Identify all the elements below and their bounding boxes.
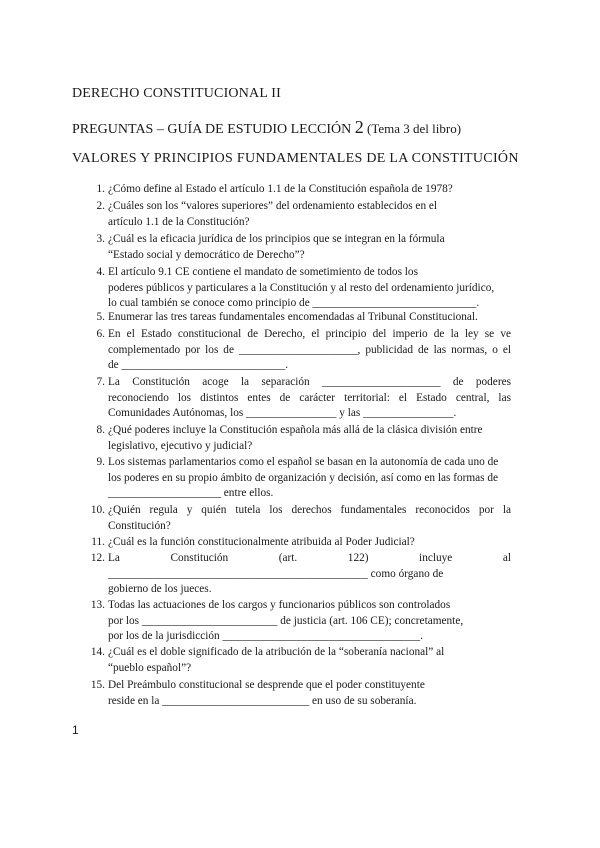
question-text [108,310,511,326]
guide-suffix: (Tema 3 del libro) [363,121,462,136]
question-text [108,678,511,709]
question-line: ¿Cuál es la eficacia jurídica de los principios que se integran en la fórmula [108,233,445,245]
question-line: reside en la __________________________ en uso de su soberanía. [108,694,417,707]
guide-prefix: PREGUNTAS – GUÍA DE ESTUDIO LECCIÓN [72,122,355,137]
question-line: ____________________ entre ellos. [108,487,274,499]
question-line: Constitución? [108,519,171,532]
question-line: “Estado social y democrático de Derecho”? [108,248,305,261]
question-line: En el Estado constitucional de Derecho, el principio del imperio de la ley se ve [108,328,511,340]
question-text [108,503,511,534]
question-line: Enumerar las tres tareas fundamentales encomendadas al Tribunal Constitucional. [108,311,478,323]
question-line: legislativo, ejecutivo y judicial? [108,439,253,452]
question-number: 4. [96,266,105,278]
page-number: 1 [72,723,79,737]
question-line: Los sistemas parlamentarios como el español se basan en la autonomía de cada uno de [108,456,499,468]
question-line: El artículo 9.1 CE contiene el mandato de sometimiento de todos los [108,266,418,278]
question-text [108,535,511,551]
question-line: complementado por los de _____________________, publicidad de las normas, o el [108,343,511,356]
question-number: 2. [96,200,105,212]
guide-heading [72,117,461,138]
question-number: 3. [96,233,105,245]
question-line: Del Preámbulo constitucional se desprende que el poder constituyente [108,679,425,691]
question-line: de _____________________________. [108,359,289,371]
question-line: poderes públicos y particulares a la Constitución y al resto del ordenamiento jurídico, [108,281,495,294]
question-text [108,375,511,422]
question-text [108,182,511,198]
question-line: ______________________________________________ como órgano de [108,567,444,580]
question-text [108,327,511,374]
question-number: 7. [96,376,105,388]
question-text [108,199,511,230]
lesson-number: 2 [354,117,364,137]
question-number: 6. [96,328,105,340]
question-text [108,423,511,454]
question-line: La Constitución acoge la separación _____________________ de poderes [108,376,511,388]
question-number: 5. [96,311,105,323]
question-line: Todas las actuaciones de los cargos y funcionarios públicos son controlados [108,599,451,611]
question-number: 8. [96,424,105,436]
question-number: 9. [96,456,105,468]
question-line: ¿Quién regula y quién tutela los derechos fundamentales reconocidos por la [108,504,511,516]
topic-heading: VALORES Y PRINCIPIOS FUNDAMENTALES DE LA CONSTITUCIÓN [72,151,519,166]
question-line: gobierno de los jueces. [108,583,212,595]
question-text [108,598,511,645]
question-line: por los de la jurisdicción ___________________________________. [108,630,424,642]
question-number: 1. [96,183,105,195]
question-line: ¿Cómo define al Estado el artículo 1.1 de la Constitución española de 1978? [108,183,453,195]
course-title: DERECHO CONSTITUCIONAL II [72,86,282,101]
question-number: 12. [90,552,105,564]
question-line: artículo 1.1 de la Constitución? [108,215,250,228]
question-line: los poderes en su propio ámbito de organización y decisión, así como en las formas de [108,471,499,484]
question-number: 15. [90,679,105,691]
question-line: lo cual también se conoce como principio de _____________________________. [108,297,480,309]
question-text [108,551,511,598]
question-line: ¿Cuál es la función constitucionalmente atribuida al Poder Judicial? [108,536,415,548]
question-number: 13. [90,599,105,611]
question-text [108,645,511,676]
question-number: 11. [91,536,105,548]
question-line: ¿Cuáles son los “valores superiores” del ordenamiento establecidos en el [108,200,438,212]
question-line: ¿Qué poderes incluye la Constitución española más allá de la clásica división entre [108,424,483,436]
question-line: por los ________________________ de justicia (art. 106 CE); concretamente, [108,614,464,627]
question-line: “pueblo español”? [108,661,192,674]
question-line: ¿Cuál es el doble significado de la atribución de la “soberanía nacional” al [108,646,445,658]
question-line: Comunidades Autónomas, los ________________ y las ________________. [108,407,457,419]
question-line: reconociendo los distintos entes de carácter territorial: el Estado central, las [108,391,511,404]
question-line: La Constitución (art. 122) incluye al [108,552,511,564]
question-number: 14. [90,646,105,658]
question-number: 10. [90,504,105,516]
question-text [108,232,511,263]
question-text [108,455,511,502]
question-text [108,265,511,312]
